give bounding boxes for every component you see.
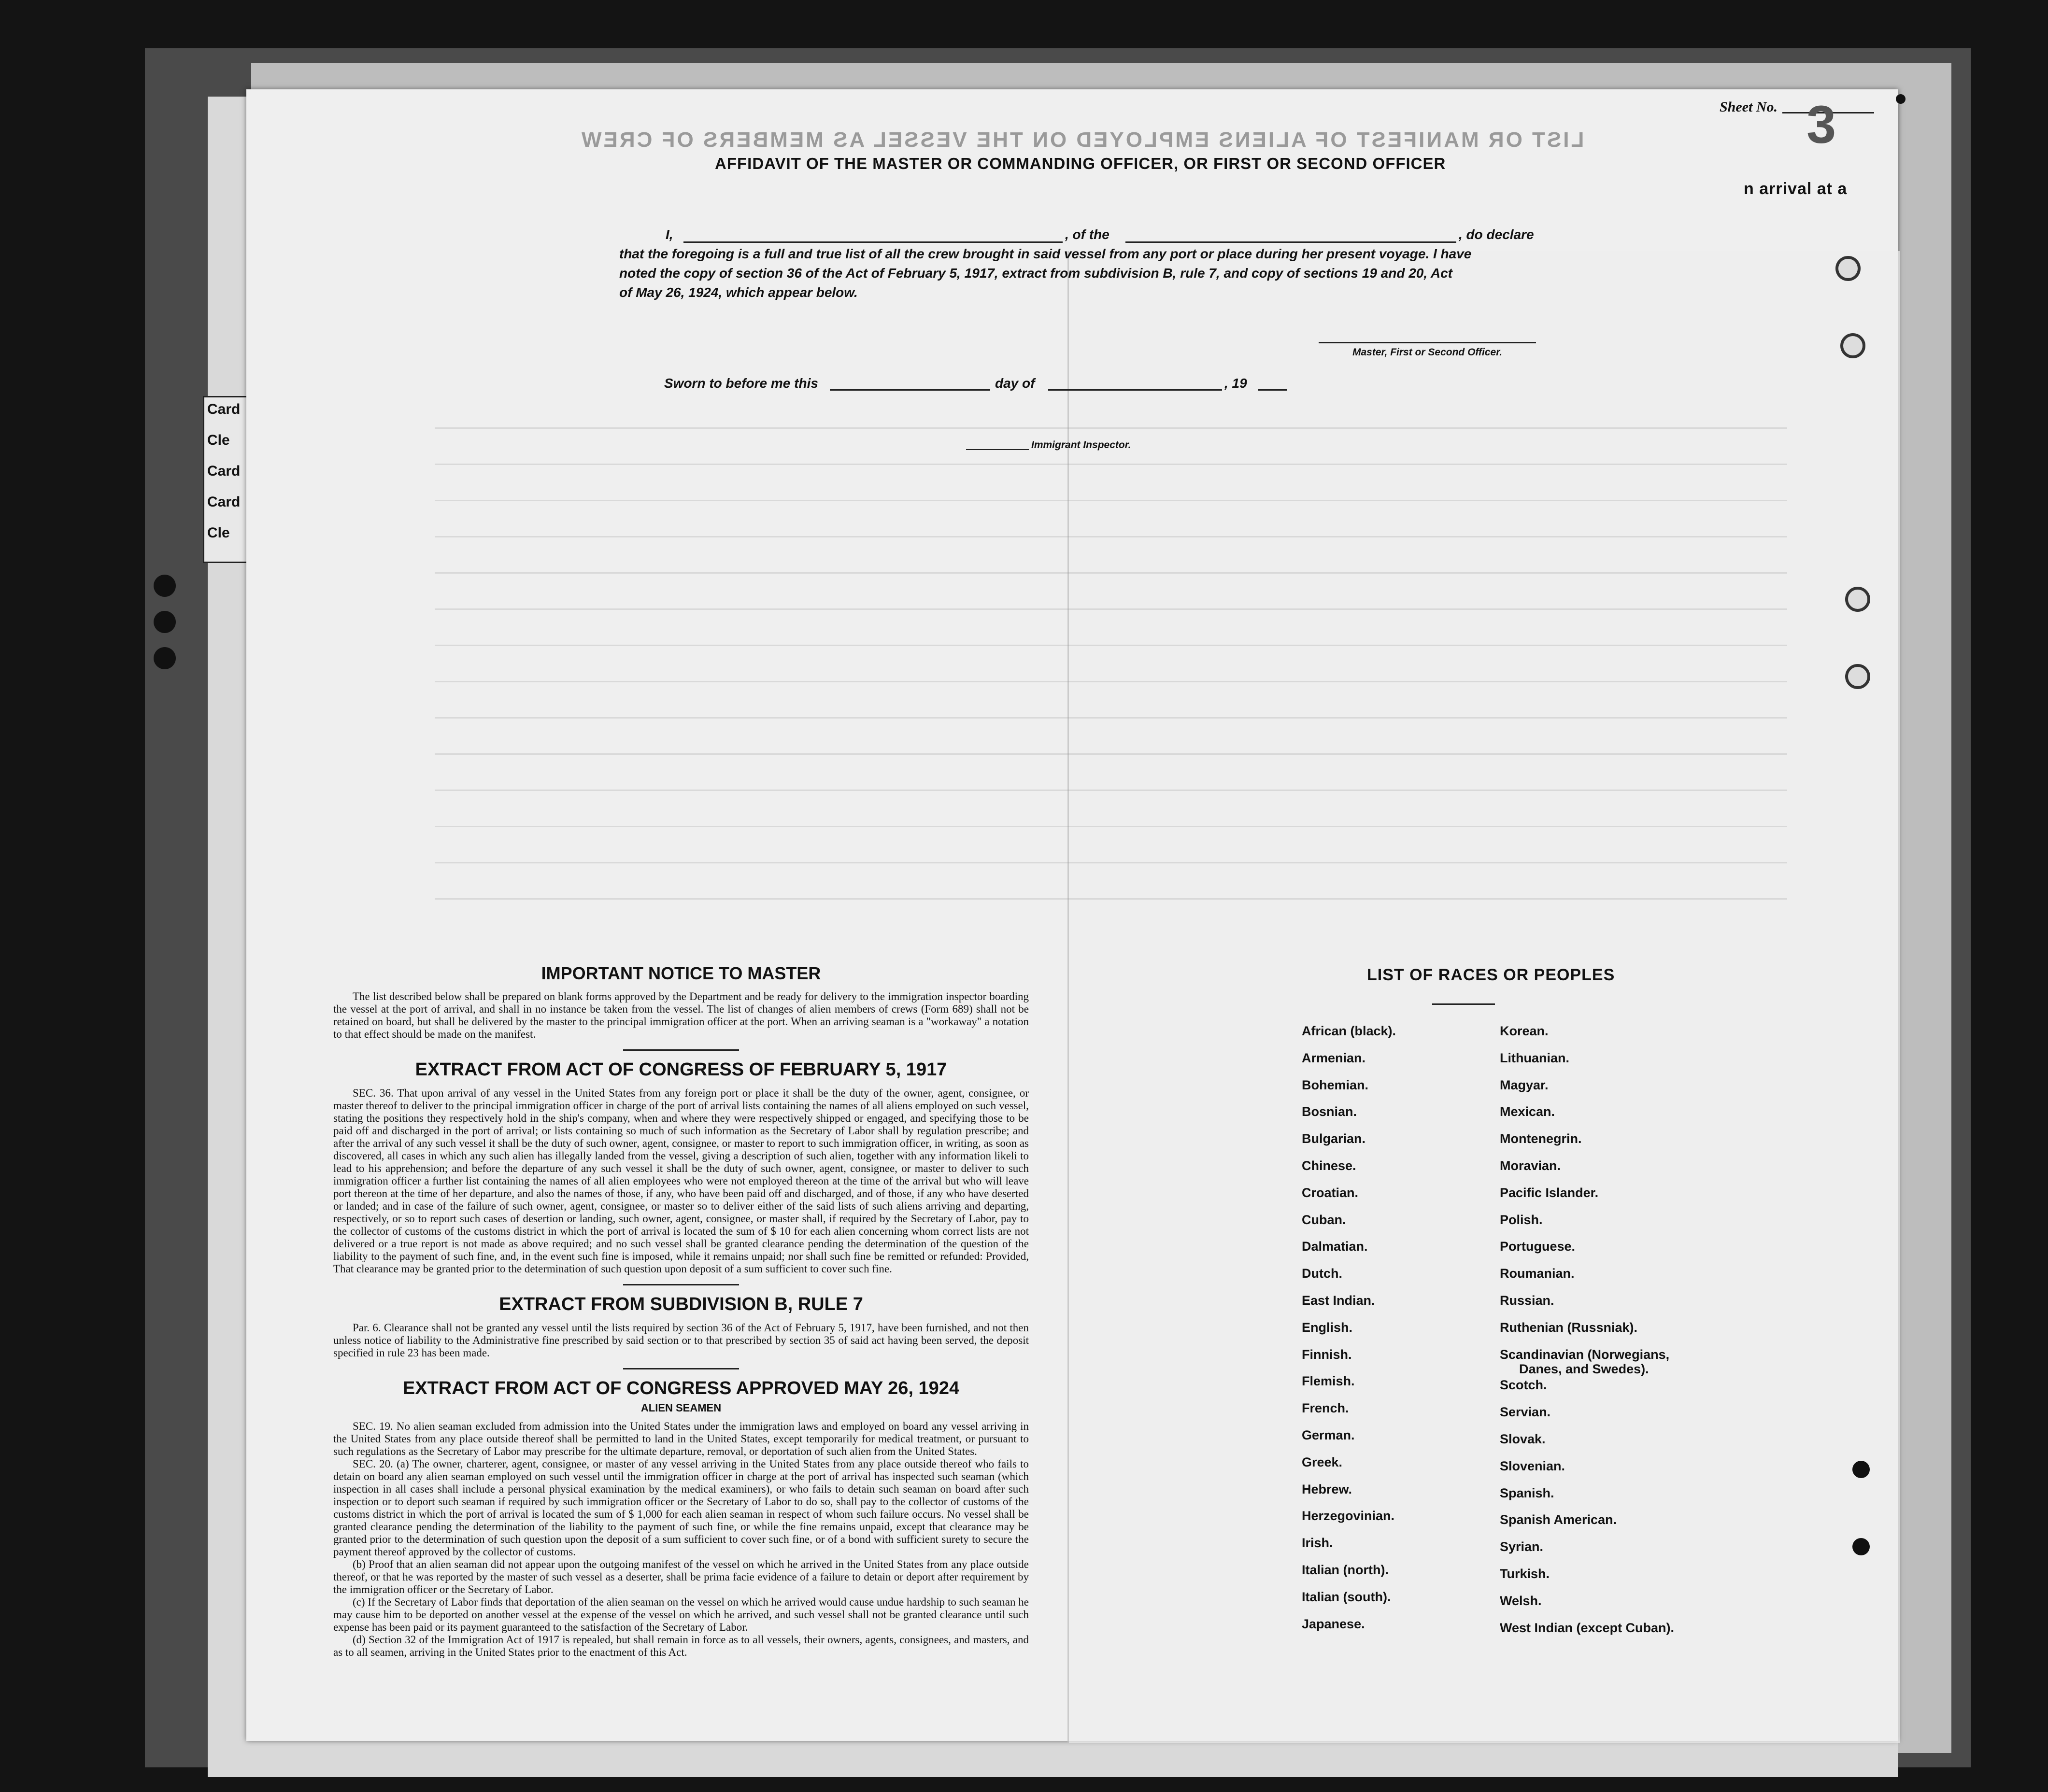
- race-item: Roumanian.: [1500, 1266, 1575, 1281]
- race-item: Pacific Islander.: [1500, 1185, 1599, 1200]
- punch-hole: [1845, 664, 1870, 689]
- master-signature-label: Master, First or Second Officer.: [1352, 347, 1503, 358]
- sec-20d-text: (d) Section 32 of the Immigration Act of 1917 is repealed, but shall remain in force as to all vessels, their owners, agents, consignees, and masters, and as to all seamen, arriving in the United States prior to the enactment of this Act.: [333, 1634, 1029, 1658]
- sec-20c-text: (c) If the Secretary of Labor finds that deportation of the alien seaman on the vessel on which he arrived would cause undue hardship to such seaman he may cause him to be deported on another vessel at the expense of the vessel on which he arrived, and such vessel shall not be granted clearance until such expense has been paid or its payment guaranteed to the satisfaction of the Secretary of Labor.: [333, 1596, 1029, 1633]
- race-item: Welsh.: [1500, 1593, 1542, 1608]
- race-item: Bosnian.: [1302, 1104, 1357, 1119]
- race-item: West Indian (except Cuban).: [1500, 1620, 1675, 1635]
- race-item: Syrian.: [1500, 1539, 1544, 1554]
- race-item: Finnish.: [1302, 1347, 1352, 1362]
- extract-1917-title: EXTRACT FROM ACT OF CONGRESS OF FEBRUARY 5, 1917: [415, 1059, 947, 1080]
- inspector-label: Immigrant Inspector.: [1031, 439, 1131, 451]
- sheet-number: 3: [1806, 95, 1836, 155]
- day-of-label: day of: [995, 376, 1035, 391]
- race-item: Slovak.: [1500, 1432, 1546, 1446]
- race-item: Slovenian.: [1500, 1458, 1565, 1473]
- side-card-line: Cle: [207, 432, 230, 448]
- race-item: Irish.: [1302, 1536, 1333, 1551]
- race-item: Spanish American.: [1500, 1512, 1617, 1527]
- race-item: Dutch.: [1302, 1266, 1342, 1281]
- race-item: Magyar.: [1500, 1077, 1549, 1092]
- race-item: French.: [1302, 1401, 1349, 1416]
- race-item: Greek.: [1302, 1454, 1343, 1469]
- extract-rule7-title: EXTRACT FROM SUBDIVISION B, RULE 7: [499, 1294, 863, 1314]
- extract-rule7-text: Par. 6. Clearance shall not be granted any vessel until the lists required by section 36 of the Act of February 5, 1917, have been furnished, and not then unless notice of liability to the Administrative fine prescribed by said section or to that prescribed by section 35 of said act having been served, the deposit specified in rule 23 has been made.: [333, 1322, 1029, 1359]
- race-item: Turkish.: [1500, 1566, 1550, 1581]
- race-item: Russian.: [1500, 1293, 1554, 1308]
- race-item: Chinese.: [1302, 1158, 1356, 1173]
- race-item: Herzegovinian.: [1302, 1509, 1395, 1524]
- sec-19-text: SEC. 19. No alien seaman excluded from admission into the United States under the immigration laws and employed on board any vessel arriving in the United States from any place outside thereof shall be permitted to land in the United States, except temporarily for medical treatment, or pursuant to such regulations as the Secretary of Labor may prescribe for the ultimate departure, removal, or deportation of such alien from the United States.: [333, 1420, 1029, 1457]
- extract-1924-title: EXTRACT FROM ACT OF CONGRESS APPROVED MAY 26, 1924: [402, 1378, 960, 1398]
- race-item: Cuban.: [1302, 1212, 1346, 1227]
- year-label: , 19: [1224, 376, 1247, 391]
- binder-hole: [154, 647, 176, 669]
- affidavit-line-2: that the foregoing is a full and true list of all the crew brought in said vessel from any port or place during her present voyage. I have: [619, 246, 1472, 261]
- legal-notices: [333, 963, 1029, 1659]
- race-item: Bulgarian.: [1302, 1131, 1366, 1146]
- race-item: Armenian.: [1302, 1050, 1366, 1065]
- affidavit-title: AFFIDAVIT OF THE MASTER OR COMMANDING OFFICER, OR FIRST OR SECOND OFFICER: [715, 155, 1446, 172]
- race-item: Dalmatian.: [1302, 1239, 1368, 1254]
- race-item: Servian.: [1500, 1405, 1551, 1420]
- race-item: Lithuanian.: [1500, 1050, 1569, 1065]
- side-card-line: Card: [207, 401, 241, 417]
- race-item: Mexican.: [1500, 1104, 1555, 1119]
- race-item: Bohemian.: [1302, 1077, 1369, 1092]
- punch-hole: [1845, 587, 1870, 612]
- arrival-fragment: n arrival at a: [1744, 180, 1848, 198]
- race-item: East Indian.: [1302, 1293, 1375, 1308]
- punch-hole: [1852, 1538, 1870, 1555]
- side-card-line: Card: [207, 463, 241, 479]
- race-item: Japanese.: [1302, 1616, 1365, 1631]
- affidavit-line-3: noted the copy of section 36 of the Act of February 5, 1917, extract from subdivision B, rule 7, and copy of sections 19 and 20, Act: [619, 266, 1453, 281]
- binder-hole: [154, 611, 176, 633]
- sec-20a-text: SEC. 20. (a) The owner, charterer, agent, consignee, or master of any vessel arriving in the United States from any place outside thereof who fails to detain on board any alien seaman employed on such vessel until the immigration officer in charge at the port of arrival has inspected such seaman (which inspection in all cases shall include a personal physical examination by the medical examiners), or who fails to detain such seaman on board after such inspection or to deport such seaman if required by such immigration officer or the Secretary of Labor to do so, shall pay to the collector of customs of the customs district in which the port of arrival is located the sum of $ 1,000 for each alien seaman in respect of whom such failure occurs. No vessel shall be granted clearance pending the determination of the liability to the payment of such fine, or while the fine remains unpaid, except that clearance may be granted prior to the determination of such question upon the deposit of a sum sufficient to cover such fine, or of a bond with sufficient surety to secure the payment thereof approved by the collector of customs.: [333, 1458, 1029, 1558]
- punch-hole: [1840, 333, 1865, 358]
- race-item: English.: [1302, 1320, 1353, 1335]
- race-item: African (black).: [1302, 1024, 1396, 1038]
- punch-hole: [1896, 94, 1906, 104]
- race-item: Moravian.: [1500, 1158, 1561, 1173]
- affidavit-i-label: I,: [666, 227, 673, 242]
- race-item: Portuguese.: [1500, 1239, 1576, 1254]
- sheet-no-label: Sheet No.: [1720, 99, 1778, 115]
- race-item: German.: [1302, 1428, 1355, 1442]
- affidavit-line-4: of May 26, 1924, which appear below.: [619, 285, 858, 300]
- sworn-label: Sworn to before me this: [664, 376, 818, 391]
- race-item: Ruthenian (Russniak).: [1500, 1320, 1638, 1335]
- race-item: Danes, and Swedes).: [1519, 1361, 1649, 1376]
- race-item: Scandinavian (Norwegians,: [1500, 1347, 1670, 1362]
- race-item: Flemish.: [1302, 1374, 1355, 1389]
- binder-hole: [154, 575, 176, 597]
- race-item: Polish.: [1500, 1212, 1543, 1227]
- sec-20b-text: (b) Proof that an alien seaman did not appear upon the outgoing manifest of the vessel on which he arrived in the United States from any place outside thereof, or that he was reported by the master of such vessel as a deserter, shall be prima facie evidence of a failure to detain or deport after requirement by the immigration officer or the Secretary of Labor.: [333, 1558, 1029, 1595]
- races-title: LIST OF RACES OR PEOPLES: [1367, 966, 1615, 984]
- race-item: Montenegrin.: [1500, 1131, 1582, 1146]
- side-card-line: Card: [207, 494, 241, 510]
- race-item: Hebrew.: [1302, 1482, 1352, 1496]
- ghost-list-title: LIST OR MANIFEST OF ALIENS EMPLOYED ON THE VESSEL AS MEMBERS OF CREW: [580, 128, 1584, 152]
- notice-text: The list described below shall be prepared on blank forms approved by the Department and be ready for delivery to the immigration inspector boarding the vessel at the port of arrival, and shall in no instance be taken from the vessel. The list of changes of alien members of crews (Form 689) shall not be retained on board, but shall be delivered by the master to the principal immigration officer at the port. When an arriving seaman is a "workaway" a notation to that effect should be made on the manifest.: [333, 990, 1029, 1040]
- race-item: Scotch.: [1500, 1378, 1547, 1393]
- side-card-line: Cle: [207, 525, 230, 541]
- race-item: Korean.: [1500, 1024, 1549, 1038]
- race-item: Spanish.: [1500, 1485, 1554, 1500]
- races-right-column: [1500, 1024, 1717, 1651]
- affidavit-declare-label: , do declare: [1459, 227, 1534, 242]
- race-item: Italian (north).: [1302, 1563, 1389, 1577]
- notice-title: IMPORTANT NOTICE TO MASTER: [541, 963, 821, 983]
- race-item: Croatian.: [1302, 1185, 1359, 1200]
- extract-1917-text: SEC. 36. That upon arrival of any vessel in the United States from any foreign port or place it shall be the duty of the owner, agent, consignee, or master thereof to deliver to the principal immigration officer in charge of the port of arrival lists containing the names of all aliens employed on such vessel, stating the positions they respectively hold in the ship's company, when and where they were respectively shipped or engaged, and specifying those to be paid off and discharged in the port of arrival; or lists containing so much of such information as the Secretary of Labor shall by regulation prescribe; and after the arrival of any such vessel it shall be the duty of such owner, agent, consignee, or master to report to such immigration officer, in writing, as soon as discovered, all cases in which any such alien has illegally landed from the vessel, giving a description of such alien, together with any information likeli to lead to his apprehension; and before the departure of any such vessel it shall be the duty of such owner, agent, consignee, or master to deliver to such immigration officer a further list containing the names of all alien employees who were not employed thereon at the time of the arrival but who will leave port thereon at the time of her departure, and also the names of those, if any, who have been paid off and discharged, and of those, if any who have deserted or landed; and in case of the failure of such owner, agent, consignee, or master so to deliver either of the said lists of such aliens arriving and departing, respectively, or so to report such cases of desertion or landing, such owner, agent, consignee, or master shall, if required by the Secretary of Labor, pay to the collector of customs of the customs district in which the port of arrival is located the sum of $ 10 for each alien concerning whom correct lists are not delivered or a true report is not made as above required; and no such vessel shall be granted clearance pending the determination of the question of the liability to the payment of such fine, and, in the event such fine is imposed, while it remains unpaid; nor shall such fine be remitted or refunded: Provided, That clearance may be granted prior to the determination of such question upon deposit of a sum sufficient to cover such fine.: [333, 1087, 1029, 1275]
- race-item: Italian (south).: [1302, 1589, 1391, 1604]
- races-left-column: [1302, 1024, 1495, 1651]
- punch-hole: [1835, 256, 1861, 281]
- punch-hole: [1852, 1461, 1870, 1478]
- affidavit-of-the-label: , of the: [1065, 227, 1109, 242]
- extract-1924-subtitle: ALIEN SEAMEN: [640, 1402, 722, 1414]
